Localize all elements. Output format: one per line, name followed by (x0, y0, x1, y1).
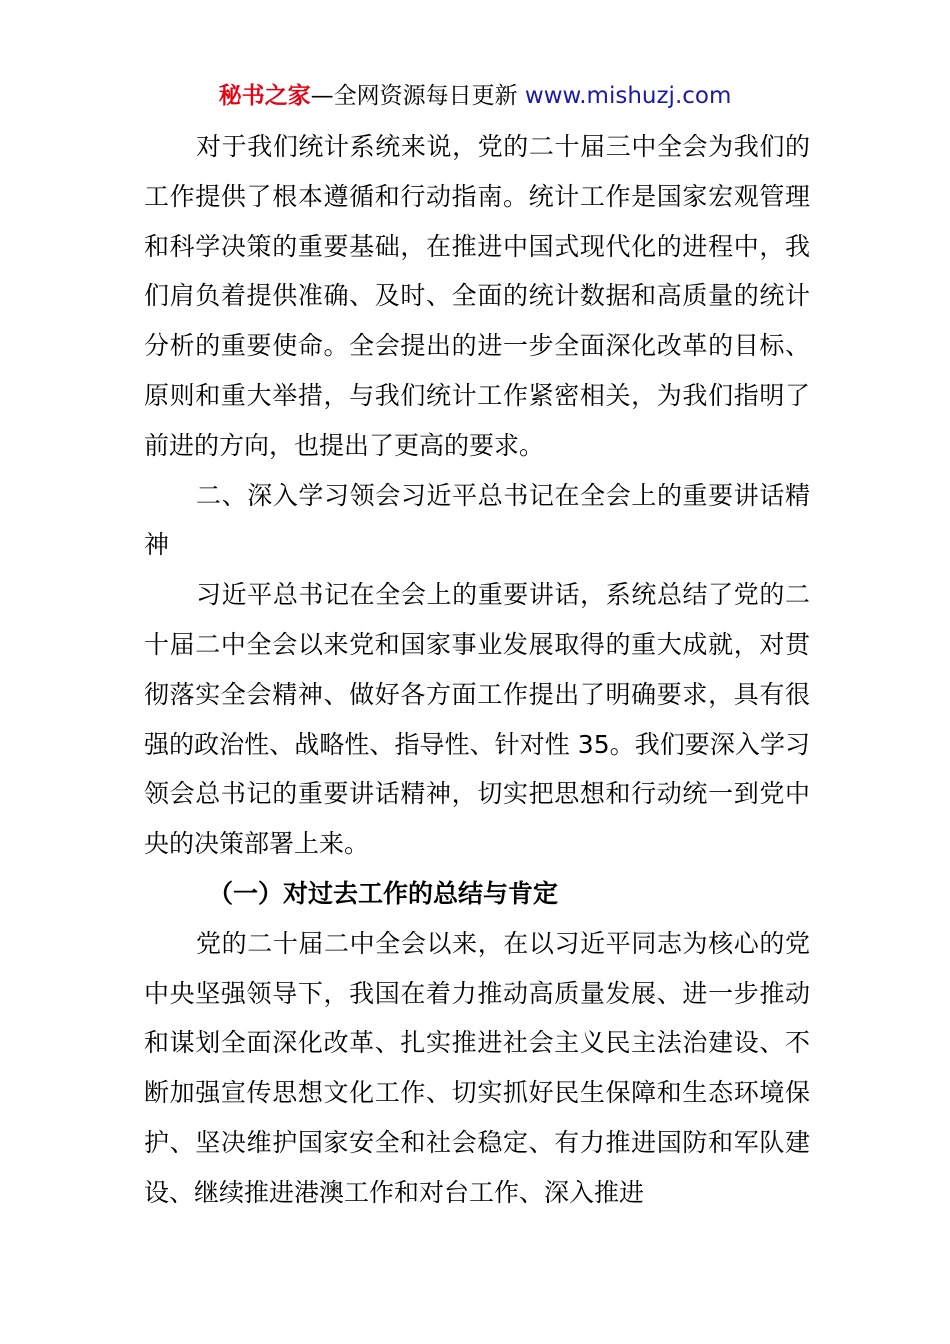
site-brand: 秘书之家 (218, 83, 311, 109)
section-heading: 二、深入学习领会习近平总书记在全会上的重要讲话精神 (144, 480, 810, 560)
site-url-link[interactable]: www.mishuzj.com (524, 83, 732, 109)
site-slogan: —全网资源每日更新 (310, 83, 525, 109)
body-paragraph: 习近平总书记在全会上的重要讲话，系统总结了党的二十届二中全会以来党和国家事业发展取得的重大成就，对贯彻落实全会精神、做好各方面工作提出了明确要求，具有很强的政治性、战略性、指导性、针对性 35。我们要深入学习领会总书记的重要讲话精神，切实把思想和行动统一到党中央的决策部署上来。 (144, 580, 810, 859)
site-header (0, 80, 950, 112)
document-body (144, 122, 810, 1218)
body-paragraph: 对于我们统计系统来说，党的二十届三中全会为我们的工作提供了根本遵循和行动指南。统计工作是国家宏观管理和科学决策的重要基础，在推进中国式现代化的进程中，我们肩负着提供准确、及时、全面的统计数据和高质量的统计分析的重要使命。全会提出的进一步全面深化改革的目标、原则和重大举措，与我们统计工作紧密相关，为我们指明了前进的方向，也提出了更高的要求。 (144, 132, 810, 460)
body-paragraph: 党的二十届二中全会以来，在以习近平同志为核心的党中央坚强领导下，我国在着力推动高质量发展、进一步推动和谋划全面深化改革、扎实推进社会主义民主法治建设、不断加强宣传思想文化工作、切实抓好民生保障和生态环境保护、坚决维护国家安全和社会稳定、有力推进国防和军队建设、继续推进港澳工作和对台工作、深入推进 (144, 928, 810, 1207)
subsection-heading: （一）对过去工作的总结与肯定 (208, 878, 559, 908)
